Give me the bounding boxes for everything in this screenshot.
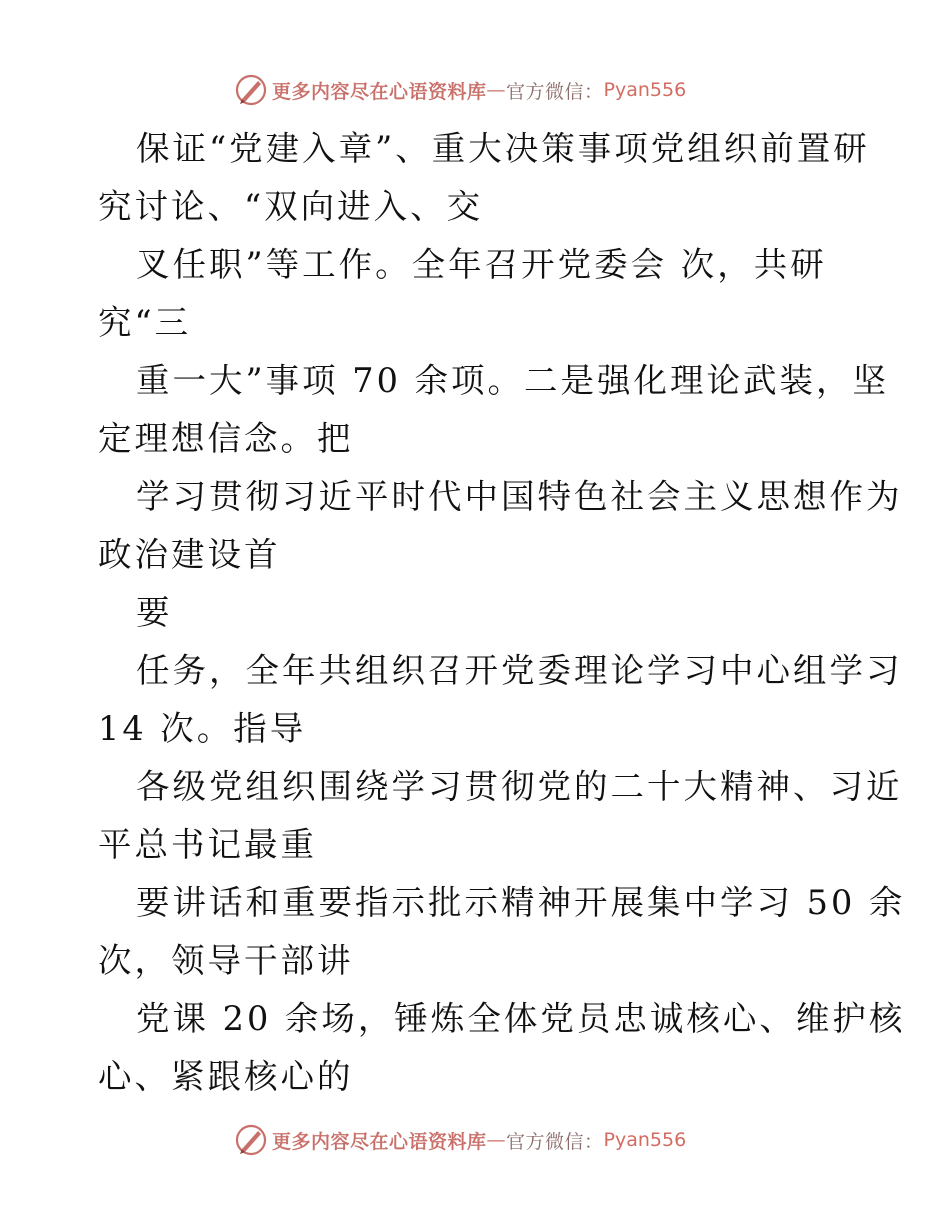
- text-line: 要讲话和重要指示批示精神开展集中学习 50 余: [136, 883, 906, 922]
- pen-logo-icon: [234, 1123, 268, 1157]
- text-line: 14 次。指导: [98, 709, 307, 748]
- text-line: 心、紧跟核心的: [98, 1057, 354, 1096]
- watermark-dash: —: [486, 1129, 507, 1151]
- text-line: 究讨论、“双向进入、交: [98, 187, 484, 226]
- text-line: 叉任职”等工作。全年召开党委会 次，共研: [136, 245, 827, 284]
- watermark-wechat-label: 官方微信：: [506, 1130, 604, 1153]
- watermark-wechat-label: 官方微信：: [506, 80, 604, 103]
- text-line: 各级党组织围绕学习贯彻党的二十大精神、习近: [136, 767, 903, 806]
- footer-watermark: [234, 1120, 686, 1160]
- pen-logo-icon: [234, 73, 268, 107]
- text-line: 究“三: [98, 303, 192, 342]
- text-line: 要: [136, 593, 173, 632]
- text-line: 平总书记最重: [98, 825, 317, 864]
- text-line: 次，领导干部讲: [98, 941, 354, 980]
- header-watermark: [234, 70, 686, 110]
- document-body: [98, 120, 906, 1106]
- watermark-brand: 更多内容尽在心语资料库: [272, 1130, 487, 1153]
- text-line: 学习贯彻习近平时代中国特色社会主义思想作为: [136, 477, 903, 516]
- watermark-dash: —: [486, 79, 507, 101]
- watermark-wechat-id: Pyan556: [603, 79, 687, 101]
- text-line: 重一大”事项 70 余项。二是强化理论武装，坚: [136, 361, 890, 400]
- text-line: 定理想信念。把: [98, 419, 354, 458]
- watermark-wechat-id: Pyan556: [603, 1129, 687, 1151]
- text-line: 保证“党建入章”、重大决策事项党组织前置研: [136, 129, 870, 168]
- text-line: 政治建设首: [98, 535, 281, 574]
- text-line: 党课 20 余场，锤炼全体党员忠诚核心、维护核: [136, 999, 906, 1038]
- text-line: 任务，全年共组织召开党委理论学习中心组学习: [136, 651, 903, 690]
- watermark-brand: 更多内容尽在心语资料库: [272, 80, 487, 103]
